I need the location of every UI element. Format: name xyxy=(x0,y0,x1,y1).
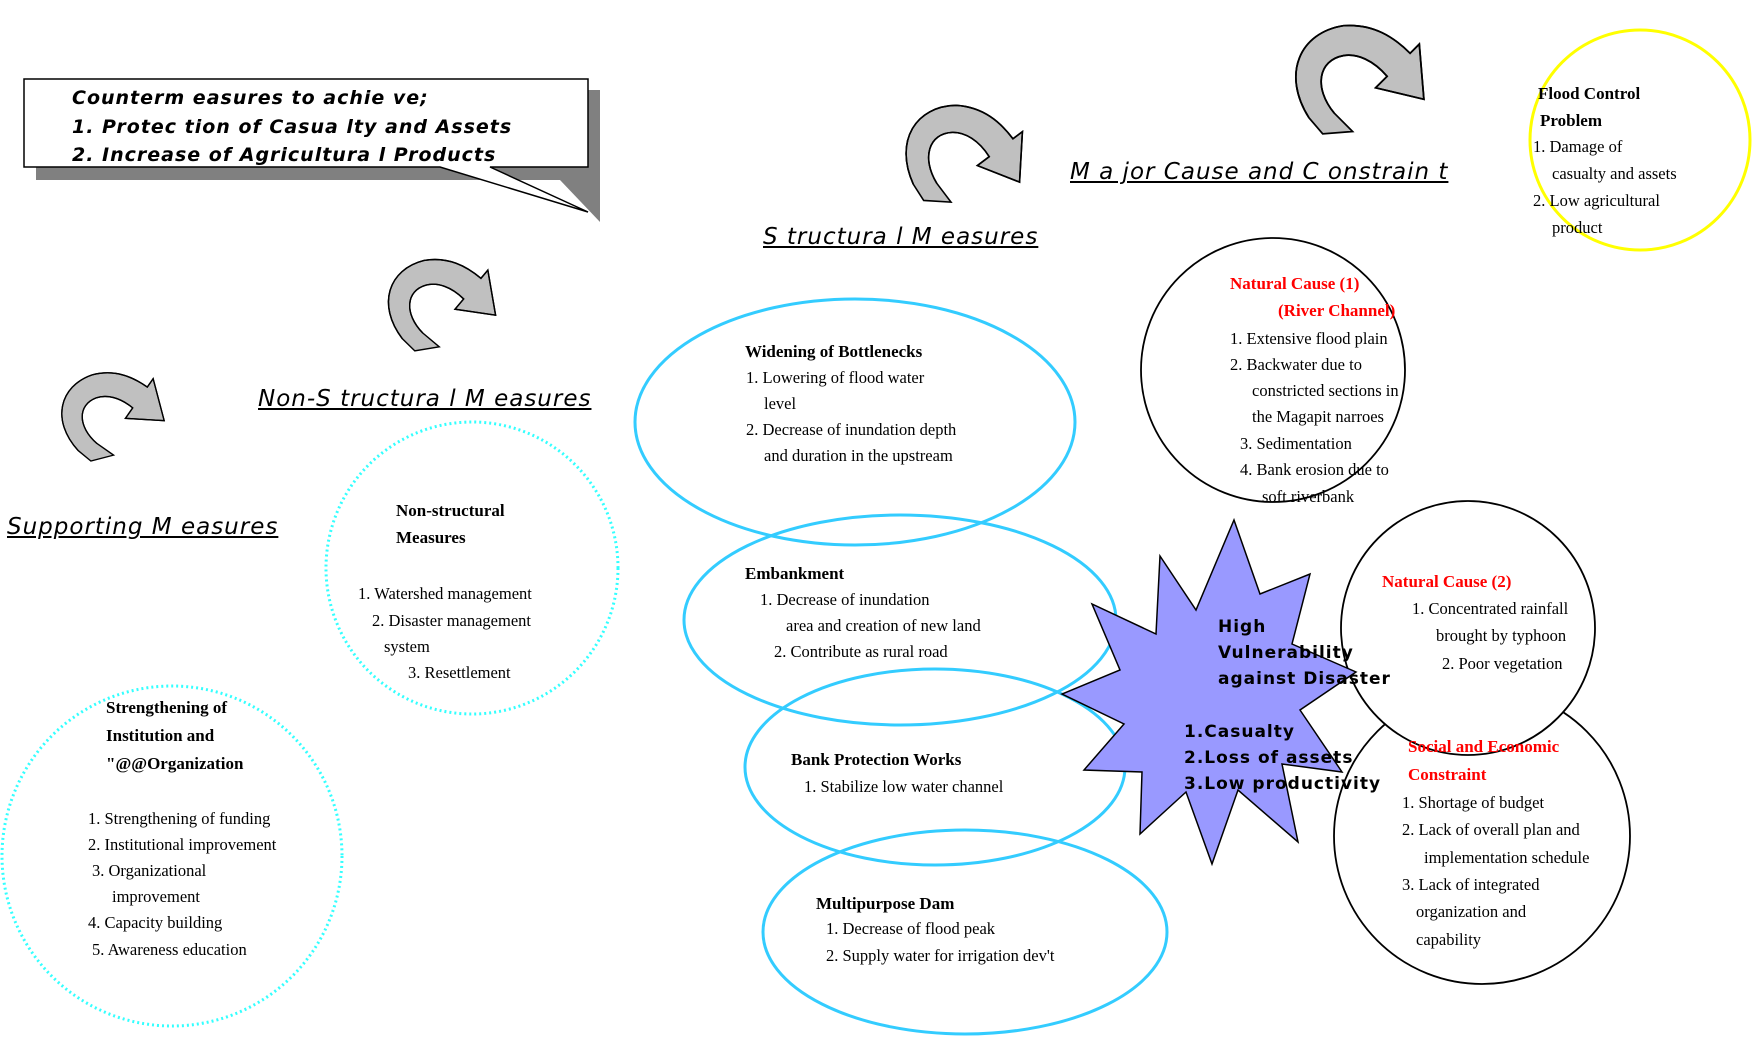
callout-shadow-tail xyxy=(560,180,600,222)
callout-line-3: 2. Increase of Agricultura l Products xyxy=(72,144,497,166)
strengthening-item: 1. Strengthening of funding xyxy=(88,809,271,828)
dam-title: Multipurpose Dam xyxy=(816,894,955,913)
strengthening-item: 3. Organizational xyxy=(92,861,207,880)
embankment-item: 1. Decrease of inundation xyxy=(760,590,930,609)
vulnerability-line-1: High xyxy=(1218,617,1267,637)
vulnerability-burst xyxy=(1062,520,1356,864)
natural-cause-1-item: 2. Backwater due to xyxy=(1230,355,1362,374)
non-structural-item: 3. Resettlement xyxy=(408,663,511,682)
natural-cause-1-item: constricted sections in xyxy=(1252,381,1399,400)
widening-title: Widening of Bottlenecks xyxy=(745,342,923,361)
natural-cause-1-item: soft riverbank xyxy=(1262,487,1355,506)
strengthening-title: Institution and xyxy=(106,726,215,745)
non-structural-item: 2. Disaster management xyxy=(372,611,531,630)
flood-control-item: 1. Damage of xyxy=(1533,137,1623,156)
flood-control-item: 2. Low agricultural xyxy=(1533,191,1660,210)
widening-item: 2. Decrease of inundation depth xyxy=(746,420,957,439)
widening-item: and duration in the upstream xyxy=(764,446,953,465)
social-economic-item: 1. Shortage of budget xyxy=(1402,793,1545,812)
non-structural-item: system xyxy=(384,637,430,656)
non-structural-title: Measures xyxy=(396,528,466,547)
vulnerability-line-3: against Disaster xyxy=(1218,669,1391,689)
flood-control-item: product xyxy=(1552,218,1603,237)
vulnerability-item: 1.Casualty xyxy=(1184,722,1295,742)
strengthening-item: 5. Awareness education xyxy=(92,940,247,959)
vulnerability-item: 2.Loss of assets xyxy=(1184,748,1354,768)
curved-arrow-icon xyxy=(899,99,1029,213)
natural-cause-2-item: 1. Concentrated rainfall xyxy=(1412,599,1569,618)
flood-control-item: casualty and assets xyxy=(1552,164,1677,183)
strengthening-item: 4. Capacity building xyxy=(88,913,223,932)
social-economic-item: implementation schedule xyxy=(1424,848,1590,867)
strengthening-title: "@@Organization xyxy=(106,754,244,773)
bank-protection-title: Bank Protection Works xyxy=(791,750,962,769)
social-economic-title: Social and Economic xyxy=(1408,737,1560,756)
major-cause-header: M a jor Cause and C onstrain t xyxy=(1070,159,1449,185)
social-economic-item: organization and xyxy=(1416,902,1527,921)
flood-control-title: Flood Control xyxy=(1538,84,1641,103)
non-structural-title: Non-structural xyxy=(396,501,505,520)
bank-protection-item: 1. Stabilize low water channel xyxy=(804,777,1004,796)
vulnerability-item: 3.Low productivity xyxy=(1184,774,1382,794)
curved-arrow-icon xyxy=(55,364,168,465)
callout-line-2: 1. Protec tion of Casua lty and Assets xyxy=(72,116,513,138)
flood-control-title: Problem xyxy=(1540,111,1603,130)
embankment-item: area and creation of new land xyxy=(786,616,981,635)
widening-item: 1. Lowering of flood water xyxy=(746,368,925,387)
embankment-title: Embankment xyxy=(745,564,845,583)
natural-cause-1-item: 3. Sedimentation xyxy=(1240,434,1352,453)
strengthening-item: 2. Institutional improvement xyxy=(88,835,277,854)
natural-cause-1-item: the Magapit narroes xyxy=(1252,407,1384,426)
natural-cause-1-title: Natural Cause (1) xyxy=(1230,274,1360,293)
natural-cause-2-item: 2. Poor vegetation xyxy=(1442,654,1563,673)
natural-cause-1-item: 1. Extensive flood plain xyxy=(1230,329,1388,348)
natural-cause-2-title: Natural Cause (2) xyxy=(1382,572,1512,591)
strengthening-title: Strengthening of xyxy=(106,698,228,717)
non-structural-item: 1. Watershed management xyxy=(358,584,532,603)
callout-line-1: Counterm easures to achie ve; xyxy=(72,87,429,109)
non-structural-measures-header: Non-S tructura l M easures xyxy=(258,386,592,412)
natural-cause-1-item: 4. Bank erosion due to xyxy=(1240,460,1389,479)
natural-cause-2-item: brought by typhoon xyxy=(1436,626,1567,645)
embankment-item: 2. Contribute as rural road xyxy=(774,642,948,661)
structural-measures-header: S tructura l M easures xyxy=(763,224,1039,250)
social-economic-item: capability xyxy=(1416,930,1482,949)
dam-item: 1. Decrease of flood peak xyxy=(826,919,996,938)
widening-item: level xyxy=(764,394,797,413)
social-economic-item: 2. Lack of overall plan and xyxy=(1402,820,1580,839)
dam-item: 2. Supply water for irrigation dev't xyxy=(826,946,1055,965)
curved-arrow-icon xyxy=(385,254,498,352)
strengthening-item: improvement xyxy=(112,887,200,906)
supporting-measures-header: Supporting M easures xyxy=(7,514,279,540)
social-economic-subtitle: Constraint xyxy=(1408,765,1487,784)
natural-cause-1-subtitle: (River Channel) xyxy=(1278,301,1396,320)
curved-arrow-icon xyxy=(1296,25,1424,133)
social-economic-item: 3. Lack of integrated xyxy=(1402,875,1540,894)
vulnerability-line-2: Vulnerability xyxy=(1218,643,1354,663)
